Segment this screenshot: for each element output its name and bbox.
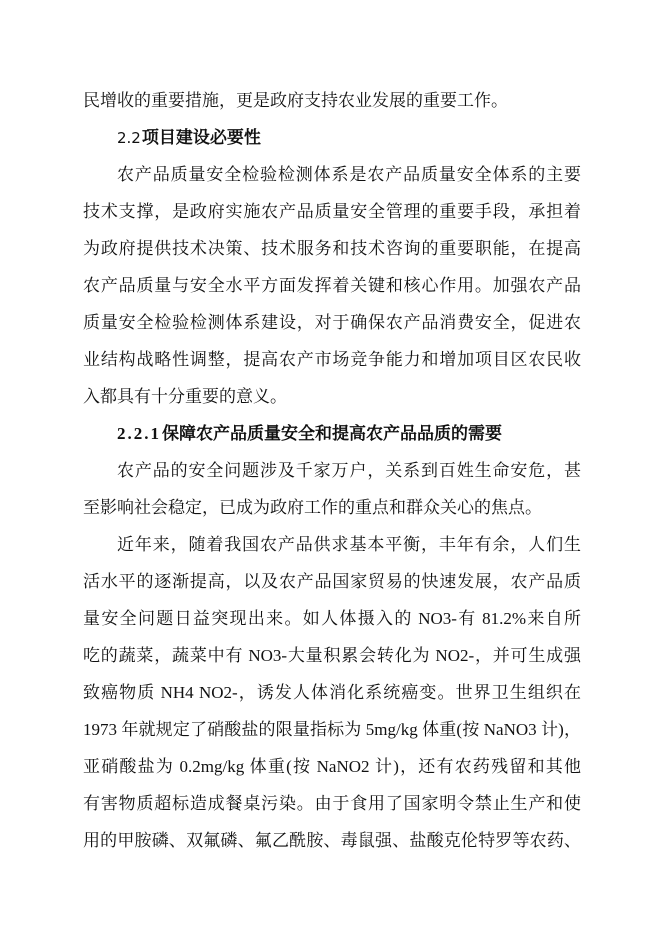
paragraph-line: 致癌物质 NH4 NO2-，诱发人体消化系统癌变。世界卫生组织在 — [83, 683, 581, 702]
paragraph-line: 入都具有十分重要的意义。 — [83, 387, 287, 406]
paragraph-line: 活水平的逐渐提高，以及农产品国家贸易的快速发展，农产品质 — [83, 572, 581, 591]
paragraph-line: 民增收的重要措施，更是政府支持农业发展的重要工作。 — [83, 91, 508, 110]
paragraph-2-2-1-a — [83, 452, 581, 526]
paragraph-line: 为政府提供技术决策、技术服务和技术咨询的重要职能，在提高 — [83, 239, 581, 258]
paragraph-line: 农产品质量安全检验检测体系是农产品质量安全体系的主要 — [117, 165, 581, 184]
paragraph-line: 农产品的安全问题涉及千家万户，关系到百姓生命安危，甚 — [117, 461, 581, 480]
section-heading-2-2 — [83, 119, 581, 156]
paragraph-line: 业结构战略性调整，提高农产市场竞争能力和增加项目区农民收 — [83, 350, 581, 369]
section-number: 2.2.1 — [117, 424, 161, 443]
section-number: 2.2 — [117, 129, 141, 147]
paragraph-line: 量安全问题日益突现出来。如人体摄入的 NO3-有 81.2%来自所 — [83, 609, 581, 628]
section-title: 保障农产品质量安全和提高农产品品质的需要 — [162, 424, 502, 443]
paragraph-line: 亚硝酸盐为 0.2mg/kg 体重(按 NaNO2 计)，还有农药残留和其他 — [83, 757, 581, 776]
paragraph-2-2-1-b — [83, 526, 581, 859]
paragraph-line: 用的甲胺磷、双氟磷、氟乙酰胺、毒鼠强、盐酸克伦特罗等农药、 — [83, 831, 581, 850]
document-page — [83, 82, 581, 859]
paragraph-line: 吃的蔬菜，蔬菜中有 NO3-大量积累会转化为 NO2-，并可生成强 — [83, 646, 581, 665]
paragraph-2-2 — [83, 156, 581, 415]
paragraph-line: 技术支撑，是政府实施农产品质量安全管理的重要手段，承担着 — [83, 202, 581, 221]
paragraph-line: 至影响社会稳定，已成为政府工作的重点和群众关心的焦点。 — [83, 498, 542, 517]
section-title: 项目建设必要性 — [141, 128, 261, 147]
paragraph-line: 农产品质量与安全水平方面发挥着关键和核心作用。加强农产品 — [83, 276, 581, 295]
paragraph-line: 质量安全检验检测体系建设，对于确保农产品消费安全，促进农 — [83, 313, 581, 332]
section-heading-2-2-1 — [83, 415, 581, 452]
paragraph-line: 1973 年就规定了硝酸盐的限量指标为 5mg/kg 体重(按 NaNO3 计)， — [83, 720, 581, 739]
paragraph-line: 有害物质超标造成餐桌污染。由于食用了国家明令禁止生产和使 — [83, 794, 581, 813]
paragraph-intro-tail — [83, 82, 581, 119]
paragraph-line: 近年来，随着我国农产品供求基本平衡，丰年有余，人们生 — [117, 535, 581, 554]
